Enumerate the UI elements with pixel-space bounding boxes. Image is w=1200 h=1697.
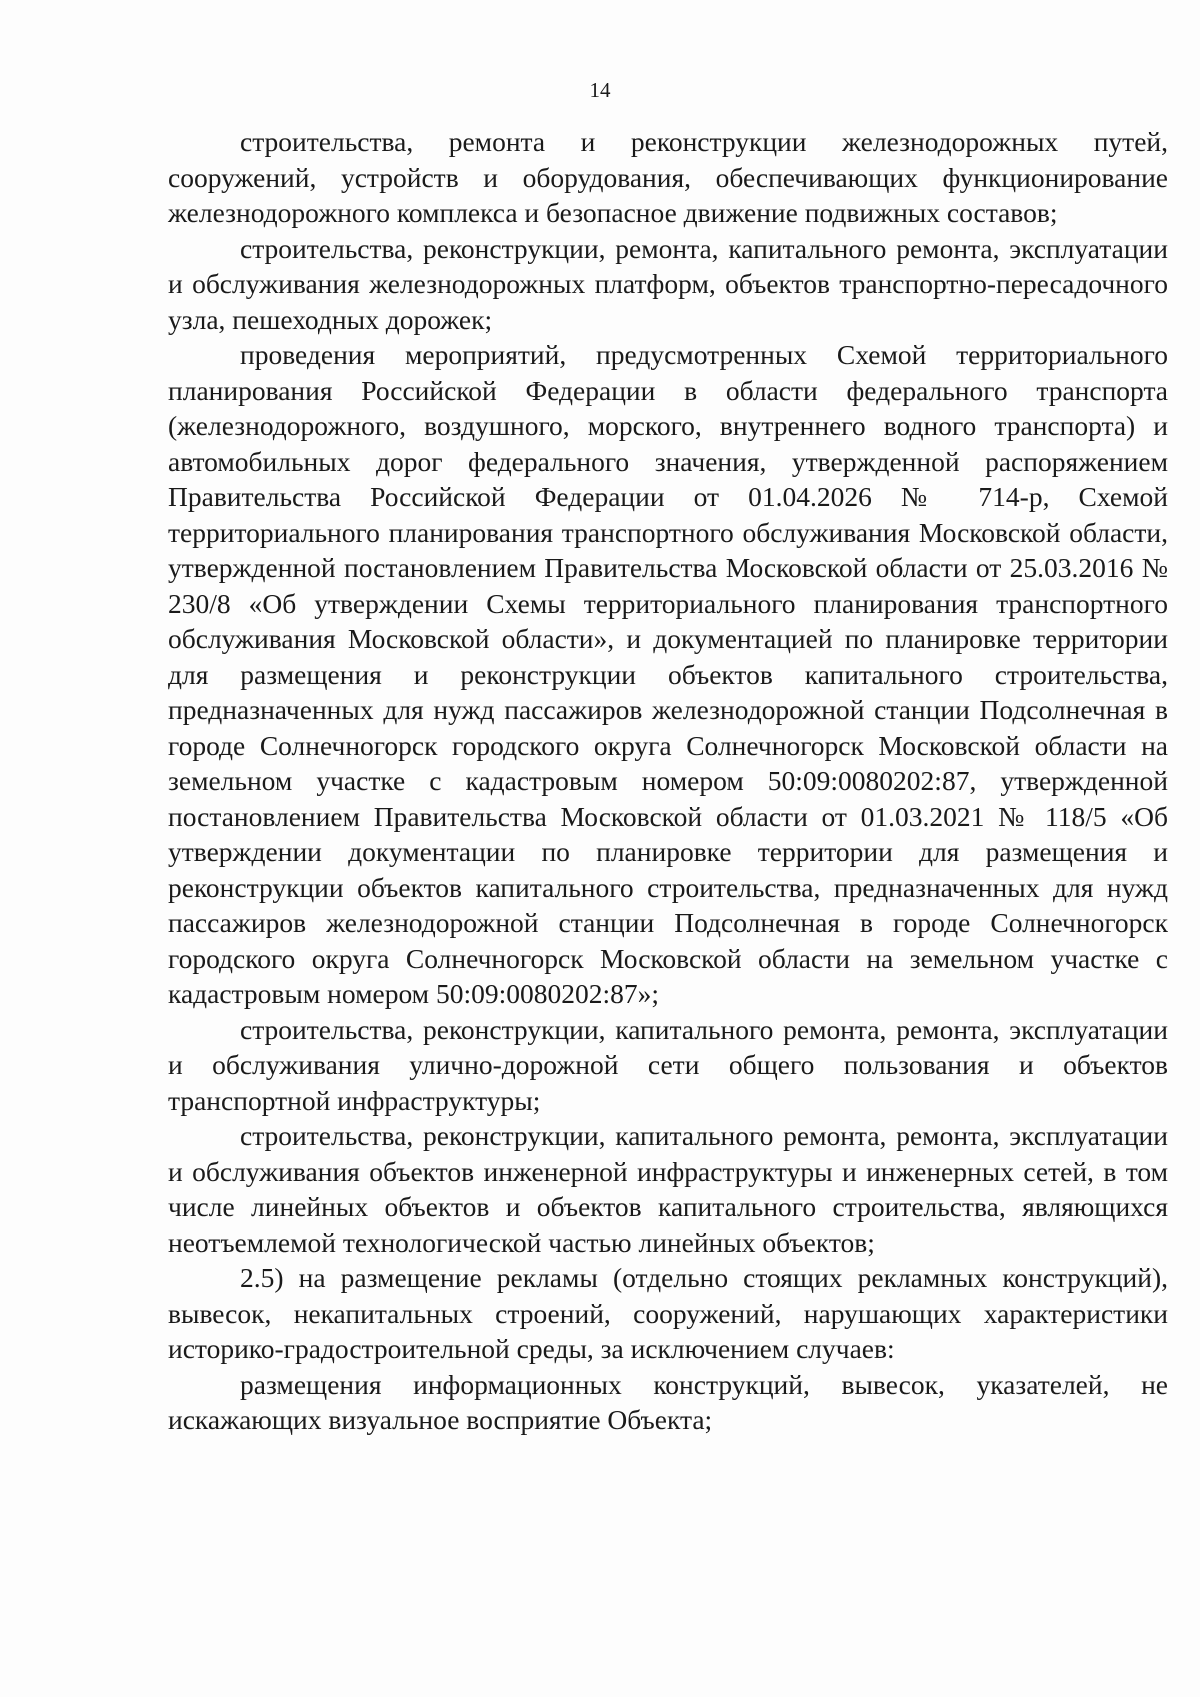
page-number: 14 — [589, 78, 611, 102]
paragraph-railway-tracks: строительства, ремонта и реконструкции железнодорожных путей, сооружений, устройств и оборудования, обеспечивающих функционирование железнодорожного комплекса и безопасное движение подвижных составов; — [168, 126, 1168, 228]
paragraph-railway-platforms: строительства, реконструкции, ремонта, капитального ремонта, эксплуатации и обслуживания железнодорожных платформ, объектов транспортно-пересадочного узла, пешеходных дорожек; — [168, 232, 1168, 335]
document-body — [168, 124, 1168, 1438]
paragraph-road-network: строительства, реконструкции, капитального ремонта, ремонта, эксплуатации и обслуживания улично-дорожной сети общего пользования и объектов транспортной инфраструктуры; — [168, 1013, 1168, 1116]
paragraph-information-signs: размещения информационных конструкций, вывесок, указателей, не искажающих визуальное восприятие Объекта; — [168, 1368, 1168, 1435]
paragraph-engineering-infrastructure: строительства, реконструкции, капитального ремонта, ремонта, эксплуатации и обслуживания объектов инженерной инфраструктуры и инженерных сетей, в том числе линейных объектов и объектов капитального строительства, являющихся неотъемлемой технологической частью линейных объектов; — [168, 1120, 1168, 1258]
paragraph-advertising-restriction: 2.5) на размещение рекламы (отдельно стоящих рекламных конструкций), вывесок, некапитальных строений, сооружений, нарушающих характеристики историко-градостроительной среды, за исключением случаев: — [168, 1262, 1168, 1364]
paragraph-territorial-planning: проведения мероприятий, предусмотренных Схемой территориального планирования Российской Федерации в области федерального транспорта (железнодорожного, воздушного, морского, внутреннего водного транспорта) и автомобильных дорог федерального значения, утвержденной распоряжением Правительства Российской Федерации от 01.04.2026 № 714-р, Схемой территориального планирования транспортного обслуживания Московской области, утвержденной постановлением Правительства Московской области от 25.03.2016 № 230/8 «Об утверждении Схемы территориального планирования транспортного обслуживания Московской области», и документацией по планировке территории для размещения и реконструкции объектов капитального строительства, предназначенных для нужд пассажиров железнодорожной станции Подсолнечная в городе Солнечногорск городского округа Солнечногорск Московской области на земельном участке с кадастровым номером 50:09:0080202:87, утвержденной постановлением Правительства Московской области от 01.03.2021 № 118/5 «Об утверждении документации по планировке территории для размещения и реконструкции объектов капитального строительства, предназначенных для нужд пассажиров железнодорожной станции Подсолнечная в городе Солнечногорск городского округа Солнечногорск Московской области на земельном участке с кадастровым номером 50:09:0080202:87»; — [168, 339, 1168, 1009]
